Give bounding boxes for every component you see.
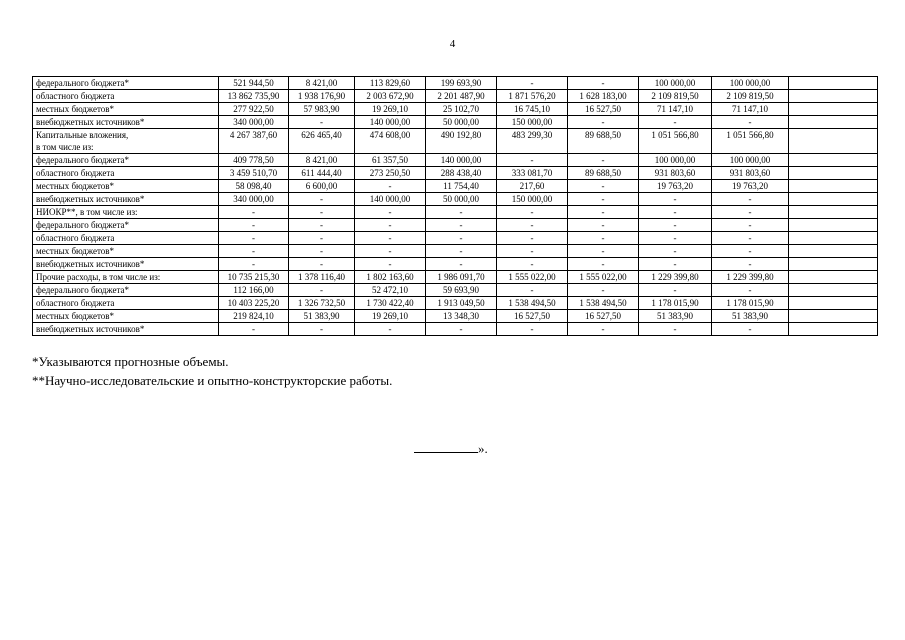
table-cell: 4 267 387,60: [219, 129, 289, 154]
table-cell: 11 754,40: [426, 180, 497, 193]
table-cell: 19 763,20: [639, 180, 712, 193]
table-cell: 100 000,00: [639, 77, 712, 90]
signature-line: [414, 440, 478, 453]
table-cell: -: [219, 323, 289, 336]
table-cell: [789, 167, 878, 180]
table-cell: 16 745,10: [497, 103, 568, 116]
table-cell: 71 147,10: [712, 103, 789, 116]
table-cell: 1 178 015,90: [712, 297, 789, 310]
table-row: [33, 219, 878, 232]
table-cell: [789, 310, 878, 323]
table-cell: -: [712, 206, 789, 219]
table-cell: -: [639, 116, 712, 129]
table-cell: -: [219, 219, 289, 232]
table-cell: 611 444,40: [289, 167, 355, 180]
table-cell: -: [497, 258, 568, 271]
table-cell: 483 299,30: [497, 129, 568, 154]
table-cell: -: [289, 116, 355, 129]
table-cell: [789, 271, 878, 284]
table-cell: 273 250,50: [355, 167, 426, 180]
table-cell: -: [289, 258, 355, 271]
table-cell: 140 000,00: [426, 154, 497, 167]
table-cell: -: [568, 116, 639, 129]
table-cell: [789, 90, 878, 103]
table-cell: 217,60: [497, 180, 568, 193]
table-cell: -: [355, 180, 426, 193]
table-cell: 1 178 015,90: [639, 297, 712, 310]
row-label: областного бюджета: [33, 90, 219, 103]
table-cell: 2 201 487,90: [426, 90, 497, 103]
table-cell: -: [355, 232, 426, 245]
row-label: местных бюджетов*: [33, 180, 219, 193]
table-row: [33, 193, 878, 206]
table-cell: 626 465,40: [289, 129, 355, 154]
table-row: [33, 90, 878, 103]
row-label: внебюджетных источников*: [33, 258, 219, 271]
table-row: [33, 258, 878, 271]
table-row: [33, 297, 878, 310]
table-cell: 16 527,50: [497, 310, 568, 323]
table-cell: 409 778,50: [219, 154, 289, 167]
table-cell: -: [497, 206, 568, 219]
table-cell: -: [219, 245, 289, 258]
table-cell: [789, 154, 878, 167]
table-cell: -: [355, 245, 426, 258]
table-row: [33, 245, 878, 258]
table-cell: -: [289, 206, 355, 219]
table-cell: 58 098,40: [219, 180, 289, 193]
table-cell: -: [426, 206, 497, 219]
table-row: [33, 206, 878, 219]
table-cell: -: [426, 323, 497, 336]
table-row: [33, 323, 878, 336]
row-label: федерального бюджета*: [33, 154, 219, 167]
table-cell: 16 527,50: [568, 103, 639, 116]
row-label: федерального бюджета*: [33, 284, 219, 297]
budget-table-body: [33, 77, 878, 336]
table-cell: 1 538 494,50: [568, 297, 639, 310]
table-cell: -: [639, 284, 712, 297]
footnote-rnd: **Научно-исследовательские и опытно-конструкторские работы.: [32, 373, 393, 388]
table-cell: 100 000,00: [639, 154, 712, 167]
table-cell: [789, 258, 878, 271]
table-cell: -: [289, 219, 355, 232]
page-number: 4: [449, 38, 456, 50]
table-cell: 25 102,70: [426, 103, 497, 116]
table-cell: 199 693,90: [426, 77, 497, 90]
table-cell: 1 555 022,00: [568, 271, 639, 284]
table-cell: 52 472,10: [355, 284, 426, 297]
table-cell: [789, 206, 878, 219]
table-cell: 1 730 422,40: [355, 297, 426, 310]
table-cell: 50 000,00: [426, 193, 497, 206]
table-cell: 1 051 566,80: [639, 129, 712, 154]
table-cell: 57 983,90: [289, 103, 355, 116]
table-row: [33, 284, 878, 297]
table-row: [33, 129, 878, 154]
table-cell: 59 693,90: [426, 284, 497, 297]
table-cell: -: [568, 245, 639, 258]
table-cell: 2 003 672,90: [355, 90, 426, 103]
table-cell: -: [355, 219, 426, 232]
table-cell: -: [639, 193, 712, 206]
table-cell: -: [568, 206, 639, 219]
table-cell: -: [639, 206, 712, 219]
table-cell: [789, 297, 878, 310]
table-cell: 89 688,50: [568, 167, 639, 180]
table-cell: -: [639, 258, 712, 271]
table-cell: 277 922,50: [219, 103, 289, 116]
table-cell: 140 000,00: [355, 116, 426, 129]
table-cell: -: [426, 219, 497, 232]
table-cell: 140 000,00: [355, 193, 426, 206]
row-label: внебюджетных источников*: [33, 116, 219, 129]
table-cell: 340 000,00: [219, 193, 289, 206]
table-cell: 474 608,00: [355, 129, 426, 154]
row-label: областного бюджета: [33, 297, 219, 310]
table-cell: -: [497, 245, 568, 258]
table-cell: -: [712, 193, 789, 206]
table-cell: 1 871 576,20: [497, 90, 568, 103]
table-cell: 100 000,00: [712, 77, 789, 90]
table-cell: -: [219, 206, 289, 219]
table-cell: 1 229 399,80: [639, 271, 712, 284]
table-cell: -: [568, 323, 639, 336]
table-cell: -: [568, 193, 639, 206]
table-cell: -: [289, 232, 355, 245]
table-cell: -: [639, 232, 712, 245]
table-cell: -: [355, 206, 426, 219]
table-cell: [789, 245, 878, 258]
table-cell: 8 421,00: [289, 154, 355, 167]
table-row: [33, 271, 878, 284]
table-row: [33, 77, 878, 90]
closing-mark: [414, 440, 488, 457]
table-cell: -: [289, 323, 355, 336]
table-cell: 19 763,20: [712, 180, 789, 193]
table-cell: 50 000,00: [426, 116, 497, 129]
table-cell: -: [289, 284, 355, 297]
table-cell: -: [497, 232, 568, 245]
table-row: [33, 154, 878, 167]
table-cell: 1 802 163,60: [355, 271, 426, 284]
table-cell: -: [426, 232, 497, 245]
table-cell: -: [712, 284, 789, 297]
table-cell: 521 944,50: [219, 77, 289, 90]
table-cell: 219 824,10: [219, 310, 289, 323]
table-cell: -: [568, 219, 639, 232]
row-label: местных бюджетов*: [33, 103, 219, 116]
table-cell: 6 600,00: [289, 180, 355, 193]
table-cell: 150 000,00: [497, 193, 568, 206]
table-cell: 288 438,40: [426, 167, 497, 180]
table-cell: 51 383,90: [639, 310, 712, 323]
table-row: [33, 232, 878, 245]
table-cell: -: [639, 219, 712, 232]
table-cell: -: [355, 258, 426, 271]
row-label: Капитальные вложения, в том числе из:: [33, 129, 219, 154]
table-cell: 71 147,10: [639, 103, 712, 116]
row-label: НИОКР**, в том числе из:: [33, 206, 219, 219]
table-cell: 8 421,00: [289, 77, 355, 90]
table-cell: -: [355, 323, 426, 336]
table-cell: 1 051 566,80: [712, 129, 789, 154]
table-cell: -: [219, 232, 289, 245]
table-cell: 100 000,00: [712, 154, 789, 167]
table-cell: -: [639, 323, 712, 336]
table-cell: -: [568, 232, 639, 245]
table-cell: [789, 232, 878, 245]
table-cell: 19 269,10: [355, 103, 426, 116]
table-cell: 1 628 183,00: [568, 90, 639, 103]
closing-quote: ».: [478, 441, 488, 456]
table-cell: -: [712, 232, 789, 245]
table-cell: -: [426, 245, 497, 258]
table-cell: 2 109 819,50: [712, 90, 789, 103]
table-cell: -: [568, 258, 639, 271]
table-cell: 51 383,90: [289, 310, 355, 323]
table-cell: [789, 193, 878, 206]
table-cell: 931 803,60: [712, 167, 789, 180]
table-cell: [789, 180, 878, 193]
table-cell: [789, 284, 878, 297]
row-label: областного бюджета: [33, 167, 219, 180]
table-cell: -: [497, 219, 568, 232]
table-cell: -: [426, 258, 497, 271]
table-cell: -: [712, 219, 789, 232]
table-cell: 10 403 225,20: [219, 297, 289, 310]
table-cell: 16 527,50: [568, 310, 639, 323]
table-cell: -: [289, 193, 355, 206]
table-cell: -: [712, 116, 789, 129]
table-cell: -: [712, 323, 789, 336]
row-label: внебюджетных источников*: [33, 193, 219, 206]
table-cell: 13 348,30: [426, 310, 497, 323]
table-cell: 931 803,60: [639, 167, 712, 180]
table-cell: 113 829,60: [355, 77, 426, 90]
table-cell: [789, 129, 878, 154]
table-row: [33, 310, 878, 323]
table-cell: 1 229 399,80: [712, 271, 789, 284]
table-cell: -: [497, 77, 568, 90]
table-cell: -: [497, 154, 568, 167]
table-cell: 51 383,90: [712, 310, 789, 323]
row-label: местных бюджетов*: [33, 310, 219, 323]
table-cell: 10 735 215,30: [219, 271, 289, 284]
table-cell: [789, 77, 878, 90]
table-cell: 61 357,50: [355, 154, 426, 167]
row-label: областного бюджета: [33, 232, 219, 245]
table-row: [33, 116, 878, 129]
footnote-forecast: *Указываются прогнозные объемы.: [32, 354, 229, 369]
table-cell: -: [289, 245, 355, 258]
table-cell: -: [568, 154, 639, 167]
table-cell: 340 000,00: [219, 116, 289, 129]
table-cell: -: [639, 245, 712, 258]
table-cell: 3 459 510,70: [219, 167, 289, 180]
budget-table: [32, 76, 878, 336]
table-cell: 2 109 819,50: [639, 90, 712, 103]
table-cell: 1 913 049,50: [426, 297, 497, 310]
table-cell: -: [568, 180, 639, 193]
table-cell: 490 192,80: [426, 129, 497, 154]
footnotes: [32, 352, 852, 390]
table-cell: -: [568, 77, 639, 90]
table-row: [33, 180, 878, 193]
table-cell: 1 378 116,40: [289, 271, 355, 284]
table-cell: [789, 219, 878, 232]
table-row: [33, 103, 878, 116]
row-label: внебюджетных источников*: [33, 323, 219, 336]
table-cell: 1 986 091,70: [426, 271, 497, 284]
table-cell: 1 938 176,90: [289, 90, 355, 103]
table-cell: -: [712, 258, 789, 271]
table-cell: 13 862 735,90: [219, 90, 289, 103]
table-cell: -: [219, 258, 289, 271]
table-cell: [789, 116, 878, 129]
table-cell: 333 081,70: [497, 167, 568, 180]
table-cell: 1 326 732,50: [289, 297, 355, 310]
table-cell: -: [497, 284, 568, 297]
row-label: федерального бюджета*: [33, 77, 219, 90]
row-label: местных бюджетов*: [33, 245, 219, 258]
table-cell: -: [497, 323, 568, 336]
table-cell: [789, 323, 878, 336]
table-cell: 19 269,10: [355, 310, 426, 323]
table-row: [33, 167, 878, 180]
table-cell: 1 555 022,00: [497, 271, 568, 284]
table-cell: -: [568, 284, 639, 297]
table-cell: 1 538 494,50: [497, 297, 568, 310]
table-cell: 89 688,50: [568, 129, 639, 154]
table-cell: 112 166,00: [219, 284, 289, 297]
row-label: федерального бюджета*: [33, 219, 219, 232]
table-cell: 150 000,00: [497, 116, 568, 129]
table-cell: -: [712, 245, 789, 258]
table-cell: [789, 103, 878, 116]
row-label: Прочие расходы, в том числе из:: [33, 271, 219, 284]
